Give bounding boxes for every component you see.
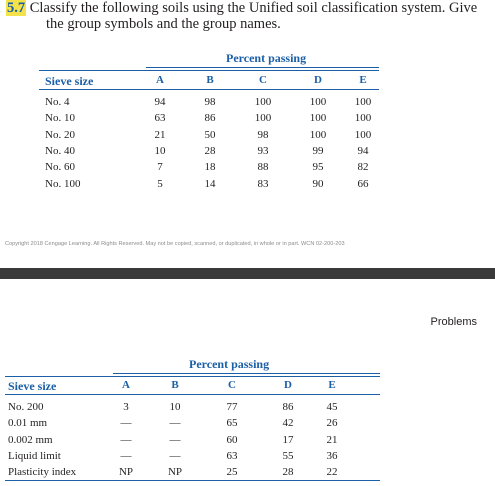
table-cell: 95 xyxy=(312,161,324,174)
table-cell: 63 xyxy=(226,449,238,462)
table1-col-b: B xyxy=(206,74,214,86)
table-cell: 94 xyxy=(154,96,166,108)
table-cell: 60 xyxy=(226,433,238,446)
copyright-notice: Copyright 2018 Cengage Learning. All Rights Reserved. May not be copied, scanned, or duplicated, in whole or in part. WCN 02-200-203 xyxy=(5,241,345,247)
table-row-label: Liquid limit xyxy=(8,449,61,462)
table-cell: 45 xyxy=(326,401,338,413)
table-cell: NP xyxy=(118,466,134,479)
table-cell: 86 xyxy=(282,401,294,413)
table-cell: 7 xyxy=(157,161,163,174)
table-cell: 90 xyxy=(312,177,324,190)
table-cell: 22 xyxy=(326,466,338,479)
table-cell: 26 xyxy=(326,417,338,430)
page-section-label: Problems xyxy=(430,316,477,328)
table-cell: — xyxy=(169,417,181,430)
table-cell: 100 xyxy=(309,96,327,108)
table-cell: 21 xyxy=(326,433,338,446)
table-row-label: No. 40 xyxy=(45,144,75,157)
table2-col-e: E xyxy=(328,379,336,391)
table-cell: 82 xyxy=(357,161,369,174)
table2-bottom-rule xyxy=(5,480,380,481)
table-cell: 94 xyxy=(357,144,369,157)
table-cell: 100 xyxy=(354,128,372,141)
table-row-label: No. 10 xyxy=(45,112,75,125)
table2-row-header: Sieve size xyxy=(8,379,57,393)
problem-number: 5.7 xyxy=(7,0,26,16)
table-row-label: No. 20 xyxy=(45,128,75,141)
table-cell: 28 xyxy=(204,144,216,157)
table-cell: 3 xyxy=(123,401,129,413)
table-cell: 83 xyxy=(257,177,269,190)
table-cell: 100 xyxy=(254,96,272,108)
table-row-label: No. 60 xyxy=(45,161,75,174)
table-cell: — xyxy=(120,433,132,446)
table-cell: — xyxy=(169,433,181,446)
table-cell: — xyxy=(120,449,132,462)
table-row-label: Plasticity index xyxy=(8,466,77,479)
table2-col-c: C xyxy=(228,379,236,391)
table-cell: — xyxy=(169,449,181,462)
table-cell: 14 xyxy=(204,177,216,190)
table-cell: 17 xyxy=(282,433,294,446)
table-cell: 100 xyxy=(354,96,372,108)
table1-col-c: C xyxy=(259,74,267,86)
table2-col-a: A xyxy=(122,379,130,391)
table2-group-header: Percent passing xyxy=(189,357,270,371)
table1-col-a: A xyxy=(156,74,164,86)
table-row-label: 0.01 mm xyxy=(8,417,48,430)
table1-col-e: E xyxy=(359,74,367,86)
table-cell: 77 xyxy=(226,401,238,413)
problem-statement xyxy=(6,0,491,32)
table-row-label: No. 4 xyxy=(45,96,70,108)
table1-row-header: Sieve size xyxy=(45,74,94,88)
table-cell: 99 xyxy=(312,144,324,157)
table-cell: 98 xyxy=(257,128,269,141)
table-row-label: No. 100 xyxy=(45,177,81,190)
table-cell: 100 xyxy=(309,112,327,125)
table-cell: 63 xyxy=(154,112,166,125)
table-cell: — xyxy=(120,417,132,430)
table-cell: 86 xyxy=(204,112,216,125)
table-cell: 28 xyxy=(282,466,294,479)
table-cell: 93 xyxy=(257,144,269,157)
table-cell: 10 xyxy=(169,401,181,413)
table-cell: 100 xyxy=(254,112,272,125)
page-separator xyxy=(0,268,495,279)
table-cell: 100 xyxy=(354,112,372,125)
problem-text-line1: Classify the following soils using the Unified soil classification system. Give xyxy=(29,0,478,16)
table-cell: 88 xyxy=(257,161,269,174)
table-cell: NP xyxy=(167,466,183,479)
table2-top-rule xyxy=(5,376,380,377)
table-row-label: No. 200 xyxy=(8,401,44,413)
table-cell: 21 xyxy=(154,128,166,141)
table-cell: 10 xyxy=(154,144,166,157)
table-cell: 55 xyxy=(282,449,294,462)
table-cell: 42 xyxy=(282,417,294,430)
table1-header-rule xyxy=(39,89,379,90)
table-cell: 25 xyxy=(226,466,238,479)
table-cell: 36 xyxy=(326,449,338,462)
table-cell: 50 xyxy=(204,128,216,141)
table2-group-rule xyxy=(113,373,380,374)
table-cell: 5 xyxy=(157,177,163,190)
table-cell: 18 xyxy=(204,161,216,174)
table2-header-rule xyxy=(5,394,380,395)
table1-group-header: Percent passing xyxy=(226,51,307,65)
table2-col-d: D xyxy=(284,379,292,391)
problem-text-line2: the group symbols and the group names. xyxy=(46,16,281,32)
table-cell: 100 xyxy=(309,128,327,141)
table1-top-rule xyxy=(39,70,379,71)
table1-group-rule xyxy=(146,67,379,68)
table1-col-d: D xyxy=(314,74,322,86)
table-cell: 98 xyxy=(204,96,216,108)
table2-col-b: B xyxy=(171,379,179,391)
table-cell: 65 xyxy=(226,417,238,430)
table-row-label: 0.002 mm xyxy=(8,433,53,446)
table-cell: 66 xyxy=(357,177,369,190)
